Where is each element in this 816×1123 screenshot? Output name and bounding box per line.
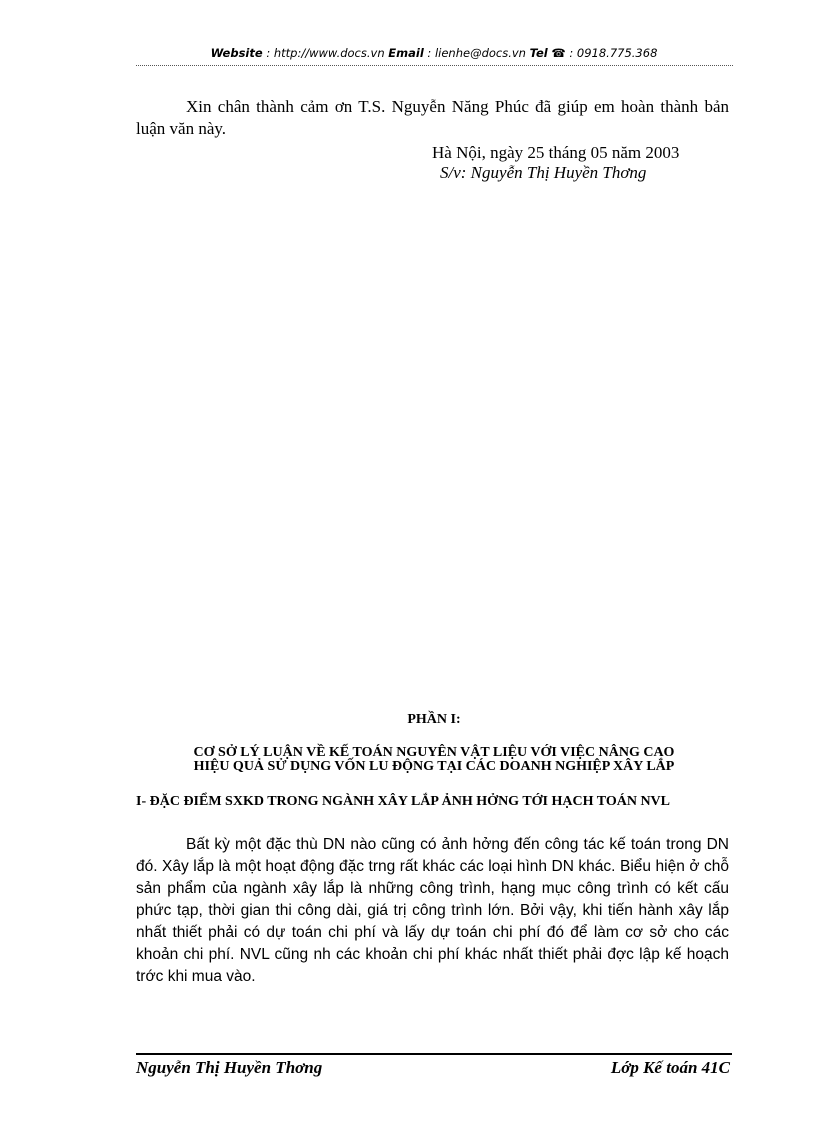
website-value: : http://www.docs.vn (262, 46, 389, 60)
part-subtitle-line1: CƠ SỞ LÝ LUẬN VỀ KẾ TOÁN NGUYÊN VẬT LIỆU VỚI VIỆC NÂNG CAO (193, 745, 675, 760)
part-title: PHẦN I: (407, 712, 461, 727)
place-date: Hà Nội, ngày 25 tháng 05 năm 2003 (432, 143, 680, 162)
footer-author: Nguyễn Thị Huyền Thơng (136, 1058, 323, 1077)
header-divider (136, 65, 733, 66)
thanks-paragraph: Xin chân thành cảm ơn T.S. Nguyễn Năng Phúc đã giúp em hoàn thành bản luận văn này. (136, 97, 729, 138)
website-label: Website (210, 46, 263, 60)
signer-name: S/v: Nguyễn Thị Huyền Thơng (440, 163, 647, 182)
part-subtitle (136, 746, 732, 774)
section-heading: I- ĐẶC ĐIỂM SXKD TRONG NGÀNH XÂY LẮP ẢNH HỞNG TỚI HẠCH TOÁN NVL (136, 794, 670, 809)
footer-class: Lớp Kế toán 41C (610, 1058, 730, 1077)
footer-divider (136, 1053, 732, 1055)
phone-icon: ☎ (551, 46, 566, 60)
tel-label: Tel (529, 46, 548, 60)
part-subtitle-line2: HIỆU QUẢ SỬ DỤNG VỐN LU ĐỘNG TẠI CÁC DOANH NGHIỆP XÂY LẮP (193, 759, 675, 774)
email-label: Email (388, 46, 424, 60)
body-paragraph: Bất kỳ một đặc thù DN nào cũng có ảnh hởng đến công tác kế toán trong DN đó. Xây lắp là một hoạt động đặc trng rất khác các loại hình DN khác. Biểu hiện ở chỗ sản phẩm của ngành xây lắp là những công trình, hạng mục công trình có kết cấu phức tạp, thời gian thi công dài, giá trị công trình lớn. Bởi vậy, khi tiến hành xây lắp nhất thiết phải có dự toán chi phí và lấy dự toán chi phí đó để làm cơ sở cho các khoản chi phí. NVL cũng nh các khoản chi phí khác nhất thiết phải đợc lập kế hoạch trớc khi mua vào. (136, 836, 729, 985)
tel-value: : 0918.775.368 (565, 46, 658, 60)
email-value: : lienhe@docs.vn (423, 46, 530, 60)
page-header (136, 46, 732, 60)
